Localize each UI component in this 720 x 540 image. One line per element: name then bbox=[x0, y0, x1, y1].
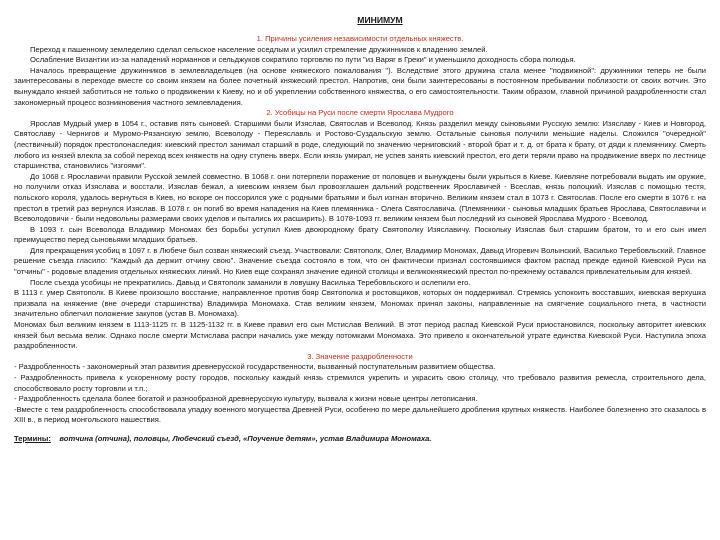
section-2-paragraph-6: В 1113 г. умер Святополк. В Киеве произошло восстание, направленное против бояр Святополка и ростовщиков, которых он поддерживал. Стремясь успокоить восставших, киевская верхушка призвала на княжение (вне очереди старшинства) Владимира Мономаха. Став великим князем, Мономах принял законы, направленные на смягчение социального гнета, в частности значительно облегчил положение закупов (устав В. Мономаха). bbox=[14, 288, 706, 319]
section-1-heading: 1. Причины усиления независимости отдельных княжеств. bbox=[256, 34, 464, 43]
section-2-paragraph-2: До 1068 г. Ярославичи правили Русской землей совместно. В 1068 г. они потерпели поражение от половцев и вынуждены были укрыться в Киеве. Киевляне потребовали выдать им оружие, но получили отказ Изяслава и восстали. Изяслав бежал, а киевским князем был провозглашен дальний родственник Ярославичей - Всеслав, князь полоцкий. Изяслав с помощью тестя, польского короля, удалось вернуться в Киев, но вскоре он поссорился уже с родными братьями и был изгнан вторично. Великим князем стал в 1073 г. Святослав. После его смерти в 1076 г. на престол в третий раз вернулся Изяслав. В 1078 г. он погиб во время нападения на Киев племянника - Олега Святославича. (Племянники - сыновья младших братьев Ярослава, Святославичи и Всеволодовичи - были недовольны размерами своих уделов и пытались их расширить). В 1078-1093 гг. великим князем был последний из сыновей Ярослава Мудрого - Всеволод. bbox=[14, 171, 706, 224]
section-3-item-4: -Вместе с тем раздробленность способствовала упадку военного могущества Древней Руси, особенно по мере дальнейшего дробления крупных княжеств. Наиболее болезненно это сказалось в XIII в., в период монгольского нашествия. bbox=[14, 404, 706, 425]
section-3 bbox=[14, 352, 706, 426]
section-3-item-2: - Раздробленность привела к ускоренному росту городов, поскольку каждый князь стремился укрепить и украсить свою столицу, что требовало развития ремесла, строительного дела, способствовало росту торговли и т.п.; bbox=[14, 373, 706, 393]
terms-line bbox=[14, 434, 706, 445]
document-title: МИНИМУМ bbox=[357, 15, 403, 25]
section-2 bbox=[14, 108, 706, 352]
section-1-paragraph-3: Началось превращение дружинников в землевладельцев (на основе княжеского пожалования "). Вследствие этого дружина стала менее "подвижной": дружинники теперь не были заинтересованы в переходе вместе со своим князем на более почетный княжеский престол. Напротив, они были заинтересованы в постоянном пребывании поблизости от своих вотчин. Это вынуждало князей заботиться не только о продвижении к Киеву, но и об укреплении собственного княжества, о его самостоятельности. Таким образом, главной причиной раздробленности стал закономерный процесс возникновения частного землевладения. bbox=[14, 65, 706, 107]
section-2-paragraph-3: В 1093 г. сын Всеволода Владимир Мономах без борьбы уступил Киев двоюродному брату Святополку Изяславичу. Поскольку Изяслав был старшим братом, то и его сын имел преимущество перед сыновьями младших братьев. bbox=[14, 224, 706, 245]
section-1 bbox=[14, 34, 706, 108]
section-1-paragraph-1: Переход к пашенному земледелию сделал сельское население оседлым и усилил стремление дружинников к владению землей. bbox=[30, 44, 488, 54]
section-2-paragraph-7: Мономах был великим князем в 1113-1125 гг. В 1125-1132 гг. в Киеве правил его сын Мстислав Великий. В этот период распад Киевской Руси приостановился, поскольку авторитет киевских князей был весьма велик. Однако после смерти Мстислава распри начались уже между потомками Мономаха. Это привело к окончательной утрате единства Киевской Руси. Наступила эпоха раздробленности. bbox=[14, 320, 706, 351]
terms-text: вотчина (отчина), половцы, Любечский съезд, «Поучение детям», устав Владимира Мономаха. bbox=[59, 433, 432, 443]
section-3-item-1: - Раздробленность - закономерный этап развития древнерусской государственности, вызванный поступательным развитием общества. bbox=[14, 362, 496, 372]
terms-label: Термины: bbox=[14, 433, 51, 443]
section-2-paragraph-4: Для прекращения усобиц в 1097 г. в Любече был созван княжеский съезд. Участвовали: Святополк, Олег, Владимир Мономах, Давыд Игоревич Волынский, Василько Теребовльский. Главное решение съезда гласило: "Каждый да держит отчину свою". Значение съезда состояло в том, что он фактически признал состоявшимся фактом распад прежде единой Киевской Руси на "отчины" - родовые владения отдельных княжеских линий. Но Киев еще сохранял значение единой столицы и великокняжеский престол по-прежнему оставался привлекательным для князей. bbox=[14, 245, 706, 277]
section-2-paragraph-5: После съезда усобицы не прекратились. Давыд и Святополк заманили в ловушку Василька Теребовльского и ослепили его. bbox=[30, 277, 471, 287]
section-2-heading: 2. Усобицы на Руси после смерти Ярослава Мудрого bbox=[266, 108, 454, 118]
section-1-paragraph-2: Ослабление Византии из-за нападений норманнов и сельджуков сократило торговлю по пути "из Варяг в Греки" и уменьшило доходность сбора полюдья. bbox=[30, 55, 576, 65]
section-3-item-3: - Раздробленность сделала более богатой и разнообразной древнерусскую культуру, вызвала к жизни новые центры летописания. bbox=[14, 394, 478, 404]
section-3-heading: 3. Значение раздробленности bbox=[307, 351, 413, 361]
section-2-paragraph-1: Ярослав Мудрый умер в 1054 г., оставив пять сыновей. Старшими были Изяслав, Святослав и Всеволод. Князь разделил между сыновьями Русскую землю: Изяславу - Киев и Новгород, Святославу - Чернигов и Муромо-Рязанскую землю, Всеволоду - Переяславль и Ростово-Суздальскую землю. Остальные сыновья получили меньшие наделы. Сложился "очередной" (лествичный) порядок престолонаследия: киевский престол занимал старший в роде, следующий по значению черниговский - второй брат и т. д. от брата к брату, от дяди к племяннику. Смерть любого из князей влекла за собой переход всех княжеств на одну ступень вверх. Если князь умирал, не успев занять киевский престол, его дети теряли право на продвижение вверх по лестнице старшинства, становились "изгоями". bbox=[14, 118, 706, 171]
